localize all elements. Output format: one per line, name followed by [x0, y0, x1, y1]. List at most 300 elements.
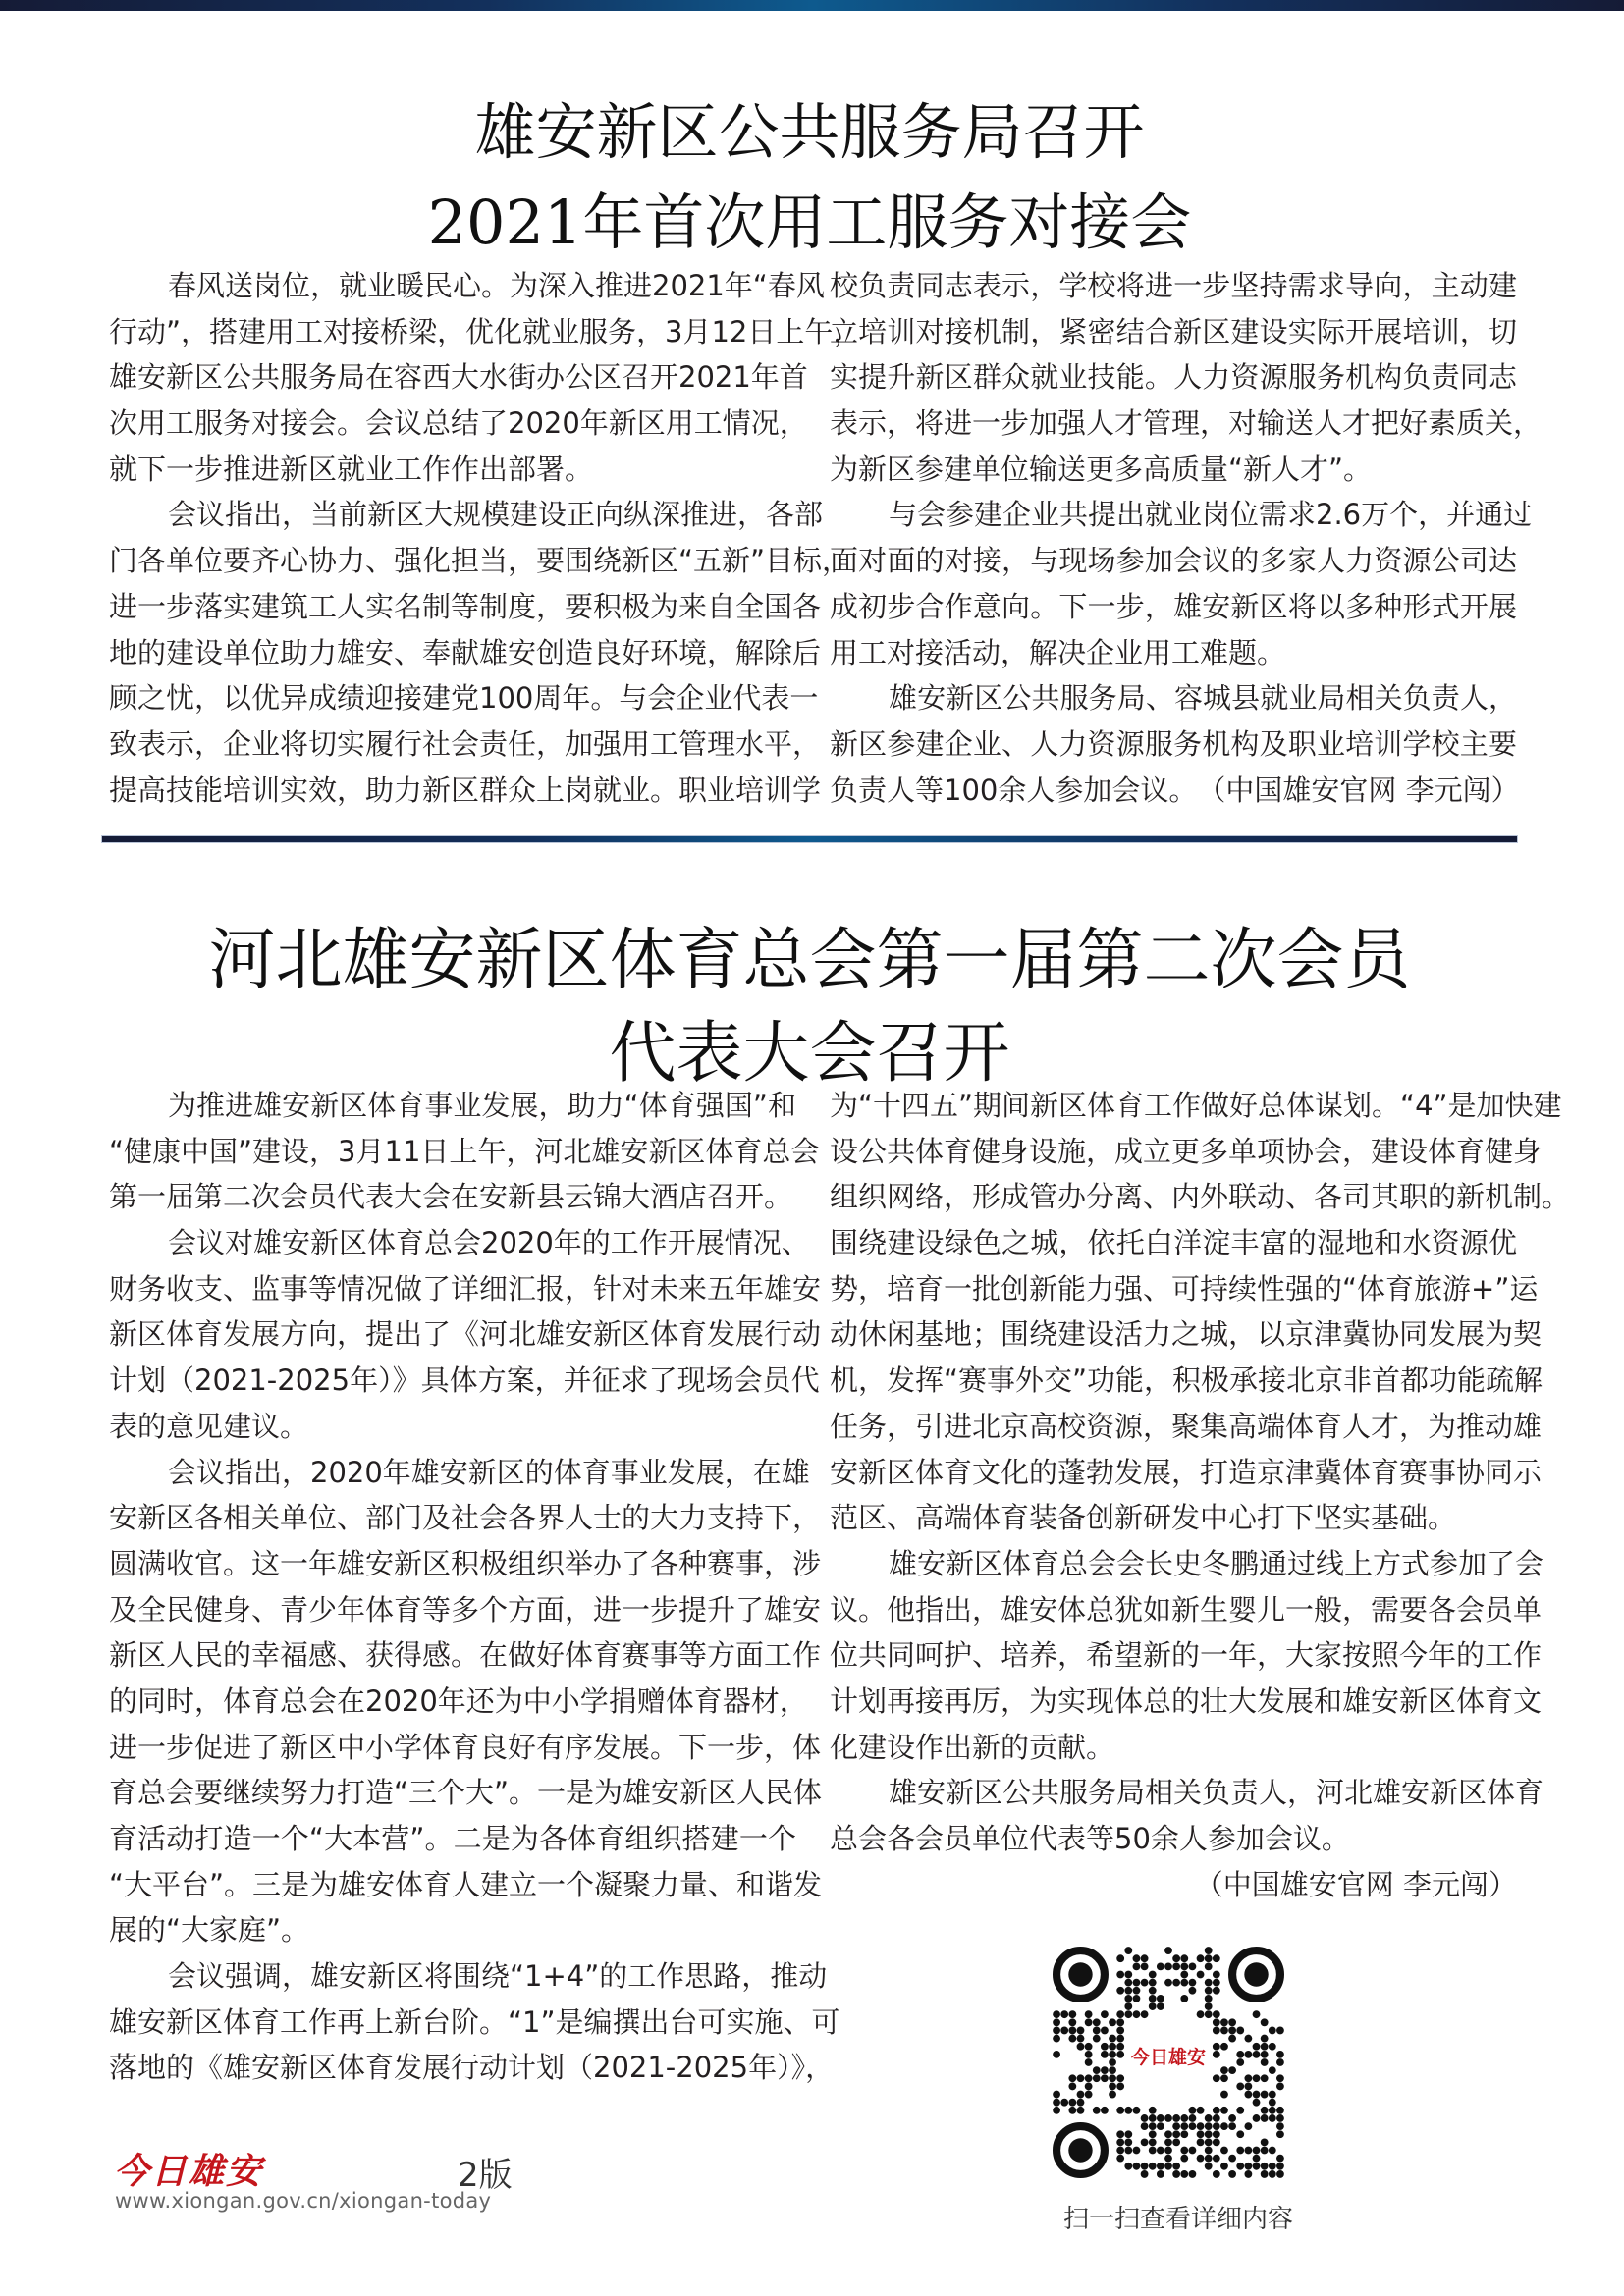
qr-module [1124, 2010, 1132, 2018]
qr-module [1269, 2027, 1276, 2035]
qr-module [1093, 2074, 1101, 2082]
qr-module [1205, 1954, 1213, 1962]
qr-module [1244, 2091, 1252, 2099]
qr-module [1109, 2043, 1116, 2051]
qr-module [1141, 1954, 1149, 1962]
qr-module [1101, 2051, 1109, 2058]
qr-module [1180, 1971, 1188, 1979]
qr-module [1124, 2147, 1132, 2155]
text-line: 为新区参建单位输送更多高质量“新人才”。 [830, 452, 1373, 486]
qr-module [1253, 2155, 1261, 2163]
qr-module [1276, 2170, 1284, 2178]
qr-module [1189, 2122, 1197, 2130]
qr-module [1133, 1987, 1141, 1995]
qr-module [1093, 2107, 1101, 2114]
qr-module [1116, 2130, 1124, 2138]
qr-module [1236, 2130, 1244, 2138]
text-line: 雄安新区体育总会会长史冬鹏通过线上方式参加了会 [889, 1546, 1544, 1580]
qr-module [1149, 2002, 1157, 2010]
qr-module [1053, 2035, 1060, 2043]
qr-module [1164, 2114, 1172, 2122]
qr-module [1116, 1954, 1124, 1962]
qr-module [1269, 2163, 1276, 2170]
text-line: 为“十四五”期间新区体育工作做好总体谋划。“4”是加快建 [830, 1089, 1562, 1122]
qr-module [1124, 1971, 1132, 1979]
qr-module [1141, 2010, 1149, 2018]
qr-module [1085, 2043, 1093, 2051]
qr-module [1180, 2114, 1188, 2122]
text-line: 雄安新区公共服务局、容城县就业局相关负责人， [889, 681, 1517, 716]
qr-module [1236, 2051, 1244, 2058]
qr-module [1253, 2114, 1261, 2122]
qr-code-icon[interactable] [1053, 1947, 1284, 2178]
text-line: 会议指出，当前新区大规模建设正向纵深推进，各部 [168, 498, 824, 532]
qr-module [1276, 2074, 1284, 2082]
qr-module [1164, 2147, 1172, 2155]
qr-module [1213, 2122, 1220, 2130]
article2-title-line1: 河北雄安新区体育总会第一届第二次会员 [208, 921, 1411, 999]
qr-module [1228, 2170, 1236, 2178]
qr-module [1149, 2107, 1157, 2114]
qr-module [1068, 2027, 1076, 2035]
qr-module [1197, 2122, 1205, 2130]
qr-module [1228, 2155, 1236, 2163]
qr-module [1236, 2058, 1244, 2066]
qr-module [1141, 2114, 1149, 2122]
byline: （中国雄安官网 李元闯） [1197, 773, 1520, 807]
qr-module [1124, 1979, 1132, 1987]
qr-module [1236, 2163, 1244, 2170]
qr-module [1269, 2107, 1276, 2114]
text-line: 会议强调，雄安新区将围绕“1+4”的工作思路，推动 [168, 1959, 828, 1994]
qr-module [1068, 2074, 1076, 2082]
text-line: “健康中国”建设，3月11日上午，河北雄安新区体育总会 [109, 1134, 820, 1168]
text-line: 雄安新区公共服务局相关负责人，河北雄安新区体育 [889, 1776, 1544, 1810]
text-line: 次用工服务对接会。会议总结了2020年新区用工情况， [109, 406, 808, 441]
qr-module [1085, 2010, 1093, 2018]
qr-module [1213, 2018, 1220, 2026]
qr-module [1276, 2163, 1284, 2170]
qr-module [1253, 2147, 1261, 2155]
qr-module [1261, 2035, 1269, 2043]
qr-module [1164, 2138, 1172, 2146]
qr-module [1261, 2058, 1269, 2066]
qr-module [1172, 2114, 1180, 2122]
qr-module [1205, 2155, 1213, 2163]
qr-module [1220, 2018, 1228, 2026]
qr-module [1149, 2138, 1157, 2146]
qr-center-logo: 今日雄安 [1130, 2047, 1206, 2068]
text-line: 负责人等100余人参加会议。 [830, 773, 1198, 807]
qr-module [1244, 2035, 1252, 2043]
qr-module [1172, 2122, 1180, 2130]
qr-module [1133, 1954, 1141, 1962]
qr-module [1205, 2147, 1213, 2155]
qr-module [1253, 2010, 1261, 2018]
qr-module [1077, 2107, 1085, 2114]
qr-module [1213, 2130, 1220, 2138]
text-line: 行动”，搭建用工对接桥梁，优化就业服务，3月12日上午， [109, 314, 862, 348]
qr-module [1205, 2138, 1213, 2146]
qr-module [1180, 1979, 1188, 1987]
qr-module [1213, 2027, 1220, 2035]
qr-module [1261, 2018, 1269, 2026]
qr-module [1228, 2027, 1236, 2035]
text-line: 动休闲基地；围绕建设活力之城，以京津冀协同发展为契 [830, 1317, 1543, 1352]
qr-module [1157, 2147, 1164, 2155]
qr-module [1261, 2091, 1269, 2099]
qr-module [1149, 1995, 1157, 2002]
qr-module [1124, 1947, 1132, 1954]
qr-module [1236, 2107, 1244, 2114]
qr-module [1236, 2083, 1244, 2091]
qr-module [1261, 2043, 1269, 2051]
qr-module [1276, 2051, 1284, 2058]
qr-caption: 扫一扫查看详细内容 [1062, 2205, 1293, 2234]
qr-module [1085, 2058, 1093, 2066]
qr-module [1133, 2107, 1141, 2114]
qr-module [1180, 2155, 1188, 2163]
qr-finder-dot [1068, 1962, 1092, 1986]
text-line: 任务，引进北京高校资源，聚集高端体育人才，为推动雄 [830, 1409, 1543, 1443]
qr-module [1060, 2010, 1068, 2018]
qr-module [1124, 2107, 1132, 2114]
qr-module [1101, 2107, 1109, 2114]
qr-module [1253, 2091, 1261, 2099]
qr-module [1116, 2051, 1124, 2058]
qr-module [1180, 2170, 1188, 2178]
qr-module [1244, 2051, 1252, 2058]
qr-module [1149, 1979, 1157, 1987]
qr-module [1101, 2010, 1109, 2018]
edition-number: 2版 [458, 2156, 513, 2195]
qr-module [1060, 2099, 1068, 2107]
qr-module [1189, 1987, 1197, 1995]
qr-module [1164, 1947, 1172, 1954]
qr-module [1068, 2083, 1076, 2091]
qr-module [1133, 2163, 1141, 2170]
qr-module [1164, 1962, 1172, 1970]
qr-module [1068, 2010, 1076, 2018]
article1-title-line1: 雄安新区公共服务局召开 [474, 95, 1145, 168]
text-line: 组织网络，形成管办分离、内外联动、各司其职的新机制。 [830, 1180, 1571, 1214]
qr-module [1269, 2091, 1276, 2099]
text-line: 总会各会员单位代表等50余人参加会议。 [830, 1822, 1350, 1855]
qr-module [1109, 2035, 1116, 2043]
qr-module [1189, 2170, 1197, 2178]
article2-title-line2: 代表大会召开 [609, 1014, 1010, 1093]
qr-module [1133, 1995, 1141, 2002]
qr-module [1068, 2035, 1076, 2043]
qr-module [1220, 2107, 1228, 2114]
qr-module [1269, 2147, 1276, 2155]
qr-module [1205, 2130, 1213, 2138]
qr-module [1164, 1979, 1172, 1987]
qr-module [1189, 2114, 1197, 2122]
text-line: 计划再接再厉，为实现体总的壮大发展和雄安新区体育文 [830, 1683, 1543, 1718]
qr-module [1180, 1962, 1188, 1970]
qr-module [1157, 2122, 1164, 2130]
qr-module [1077, 2035, 1085, 2043]
qr-module [1093, 2066, 1101, 2074]
text-line: 落地的《雄安新区体育发展行动计划（2021-2025年）》， [109, 2051, 835, 2085]
text-line: 财务收支、监事等情况做了详细汇报，针对未来五年雄安 [109, 1271, 822, 1306]
text-line: 顾之忧，以优异成绩迎接建党100周年。与会企业代表一 [109, 681, 819, 716]
qr-module [1116, 2043, 1124, 2051]
qr-module [1189, 1962, 1197, 1970]
qr-module [1149, 2130, 1157, 2138]
text-line: 安新区各相关单位、部门及社会各界人士的大力支持下， [109, 1501, 822, 1535]
qr-module [1172, 2170, 1180, 2178]
article1-left-column [109, 263, 862, 813]
qr-module [1068, 2107, 1076, 2114]
qr-module [1220, 2122, 1228, 2130]
qr-module [1228, 2035, 1236, 2043]
text-line: 面对面的对接，与现场参加会议的多家人力资源公司达 [830, 544, 1517, 578]
qr-module [1109, 2051, 1116, 2058]
qr-module [1085, 2074, 1093, 2082]
qr-module [1197, 1971, 1205, 1979]
qr-module [1244, 2122, 1252, 2130]
qr-module [1220, 2043, 1228, 2051]
qr-module [1133, 2147, 1141, 2155]
qr-module [1149, 2163, 1157, 2170]
qr-module [1205, 1947, 1213, 1954]
qr-module [1220, 2074, 1228, 2082]
text-line: 实提升新区群众就业技能。人力资源服务机构负责同志 [830, 360, 1517, 395]
qr-module [1085, 2018, 1093, 2026]
text-line: 用工对接活动，解决企业用工难题。 [830, 635, 1286, 669]
qr-module [1213, 1971, 1220, 1979]
text-line: 就下一步推进新区就业工作作出部署。 [109, 452, 594, 486]
qr-module [1180, 1995, 1188, 2002]
qr-module [1077, 2074, 1085, 2082]
qr-module [1093, 2027, 1101, 2035]
qr-module [1172, 2138, 1180, 2146]
qr-module [1172, 1962, 1180, 1970]
qr-module [1124, 2138, 1132, 2146]
qr-finder-dot [1244, 1962, 1268, 1986]
qr-module [1180, 1954, 1188, 1962]
qr-module [1213, 2138, 1220, 2146]
text-line: 进一步促进了新区中小学体育良好有序发展。下一步，体 [109, 1730, 822, 1764]
text-line: 门各单位要齐心协力、强化担当，要围绕新区“五新”目标， [109, 544, 851, 578]
qr-module [1244, 2147, 1252, 2155]
qr-module [1116, 2018, 1124, 2026]
qr-module [1101, 2074, 1109, 2082]
qr-module [1276, 2058, 1284, 2066]
qr-module [1157, 2170, 1164, 2178]
website-url[interactable]: www.xiongan.gov.cn/xiongan-today [115, 2189, 492, 2213]
qr-module [1189, 1979, 1197, 1987]
qr-module [1164, 2130, 1172, 2138]
qr-module [1261, 2074, 1269, 2082]
qr-module [1101, 2066, 1109, 2074]
qr-module [1157, 1995, 1164, 2002]
qr-module [1244, 2170, 1252, 2178]
text-line: 春风送岗位，就业暖民心。为深入推进2021年“春风 [168, 269, 825, 302]
qr-module [1197, 2010, 1205, 2018]
qr-module [1261, 2147, 1269, 2155]
qr-module [1124, 1995, 1132, 2002]
qr-module [1116, 2147, 1124, 2155]
qr-module [1276, 2122, 1284, 2130]
qr-module [1109, 2018, 1116, 2026]
text-line: 围绕建设绿色之城，依托白洋淀丰富的湿地和水资源优 [830, 1226, 1517, 1260]
qr-module [1205, 1962, 1213, 1970]
qr-module [1141, 2138, 1149, 2146]
qr-module [1276, 2114, 1284, 2122]
qr-module [1244, 2083, 1252, 2091]
text-line: 雄安新区公共服务局在容西大水街办公区召开2021年首 [109, 360, 808, 395]
text-line: 展的“大家庭”。 [109, 1913, 310, 1948]
text-line: 会议指出，2020年雄安新区的体育事业发展，在雄 [168, 1455, 810, 1489]
qr-module [1205, 1995, 1213, 2002]
qr-module [1213, 2010, 1220, 2018]
qr-module [1164, 2155, 1172, 2163]
qr-module [1133, 2010, 1141, 2018]
qr-module [1228, 2066, 1236, 2074]
text-line: 新区体育发展方向，提出了《河北雄安新区体育发展行动 [109, 1317, 822, 1352]
qr-module [1213, 2155, 1220, 2163]
qr-module [1053, 2010, 1060, 2018]
qr-module [1093, 2035, 1101, 2043]
qr-module [1116, 1987, 1124, 1995]
qr-module [1164, 2163, 1172, 2170]
qr-module [1141, 2170, 1149, 2178]
section-divider [102, 836, 1517, 842]
text-line: 第一届第二次会员代表大会在安新县云锦大酒店召开。 [109, 1180, 793, 1214]
qr-module [1116, 1971, 1124, 1979]
qr-module [1269, 2043, 1276, 2051]
text-line: 为推进雄安新区体育事业发展，助力“体育强国”和 [168, 1089, 796, 1122]
text-line: 及全民健身、青少年体育等多个方面，进一步提升了雄安 [109, 1592, 822, 1627]
qr-module [1220, 2066, 1228, 2074]
text-line: 设公共体育健身设施，成立更多单项协会，建设体育健身 [830, 1134, 1543, 1168]
qr-module [1205, 2114, 1213, 2122]
text-line: 位共同呵护、培养，希望新的一年，大家按照今年的工作 [830, 1638, 1543, 1673]
qr-module [1116, 2107, 1124, 2114]
text-line: 提高技能培训实效，助力新区群众上岗就业。职业培训学 [109, 773, 822, 807]
qr-module [1276, 2155, 1284, 2163]
text-line: 的同时，体育总会在2020年还为中小学捐赠体育器材， [109, 1683, 808, 1718]
qr-module [1068, 2018, 1076, 2026]
qr-module [1133, 1962, 1141, 1970]
qr-module [1077, 2043, 1085, 2051]
qr-module [1141, 1979, 1149, 1987]
qr-module [1236, 2147, 1244, 2155]
text-line: 圆满收官。这一年雄安新区积极组织举办了各种赛事，涉 [109, 1546, 822, 1580]
qr-module [1213, 2074, 1220, 2082]
article1-right-column [830, 263, 1543, 813]
qr-module [1205, 2163, 1213, 2170]
qr-module [1220, 2163, 1228, 2170]
text-line: 表示，将进一步加强人才管理，对输送人才把好素质关， [830, 406, 1543, 441]
qr-module [1172, 2163, 1180, 2170]
text-line: 地的建设单位助力雄安、奉献雄安创造良好环境，解除后 [109, 635, 822, 669]
qr-module [1261, 2051, 1269, 2058]
text-line: 立培训对接机制，紧密结合新区建设实际开展培训，切 [830, 314, 1517, 348]
qr-module [1213, 1979, 1220, 1987]
qr-finder-dot [1068, 2138, 1092, 2162]
qr-module [1157, 2002, 1164, 2010]
qr-module [1157, 2163, 1164, 2170]
text-line: 雄安新区体育工作再上新台阶。“1”是编撰出台可实施、可 [109, 2004, 840, 2039]
qr-module [1253, 2163, 1261, 2170]
qr-module [1141, 2163, 1149, 2170]
qr-module [1116, 2155, 1124, 2163]
qr-module [1269, 2114, 1276, 2122]
qr-module [1180, 2130, 1188, 2138]
qr-module [1180, 2122, 1188, 2130]
text-line: 新区人民的幸福感、获得感。在做好体育赛事等方面工作 [109, 1638, 822, 1673]
qr-module [1220, 2091, 1228, 2099]
text-line [830, 768, 1520, 814]
qr-module [1253, 2099, 1261, 2107]
text-line: 范区、高端体育装备创新研发中心打下坚实基础。 [830, 1501, 1457, 1535]
article2-right-column [830, 1083, 1571, 1907]
qr-module [1077, 2091, 1085, 2099]
qr-module [1149, 2114, 1157, 2122]
article2-left-column [109, 1083, 840, 2091]
qr-module [1141, 2122, 1149, 2130]
qr-module [1213, 2107, 1220, 2114]
qr-module [1068, 2099, 1076, 2107]
qr-module [1116, 2083, 1124, 2091]
qr-module [1205, 2002, 1213, 2010]
qr-module [1053, 2018, 1060, 2026]
qr-module [1269, 2170, 1276, 2178]
text-line: “大平台”。三是为雄安体育人建立一个凝聚力量、和谐发 [109, 1867, 823, 1901]
qr-module [1116, 2138, 1124, 2146]
qr-module [1197, 2155, 1205, 2163]
text-line: 新区参建企业、人力资源服务机构及职业培训学校主要 [830, 726, 1517, 761]
text-line: 化建设作出新的贡献。 [830, 1730, 1115, 1764]
qr-module [1141, 1962, 1149, 1970]
qr-module [1149, 2122, 1157, 2130]
qr-module [1197, 2130, 1205, 2138]
qr-module [1269, 2099, 1276, 2107]
qr-module [1276, 2107, 1284, 2114]
text-line: 与会参建企业共提出就业岗位需求2.6万个，并通过 [889, 498, 1533, 532]
qr-module [1213, 2051, 1220, 2058]
qr-module [1053, 2107, 1060, 2114]
qr-module [1189, 2147, 1197, 2155]
text-line: 安新区体育文化的蓬勃发展，打造京津冀体育赛事协同示 [830, 1455, 1543, 1489]
qr-module [1053, 2051, 1060, 2058]
qr-module [1124, 2163, 1132, 2170]
qr-module [1053, 2099, 1060, 2107]
text-line: 成初步合作意向。下一步，雄安新区将以多种形式开展 [830, 589, 1517, 623]
qr-module [1228, 2114, 1236, 2122]
qr-module [1228, 2018, 1236, 2026]
qr-module [1085, 2051, 1093, 2058]
qr-module [1220, 2027, 1228, 2035]
qr-module [1060, 2027, 1068, 2035]
qr-module [1261, 2114, 1269, 2122]
qr-module [1124, 1987, 1132, 1995]
qr-module [1053, 2027, 1060, 2035]
qr-module [1180, 2147, 1188, 2155]
qr-module [1205, 2010, 1213, 2018]
qr-module [1101, 2027, 1109, 2035]
qr-module [1205, 2122, 1213, 2130]
qr-module [1213, 1954, 1220, 1962]
article1-title-line2: 2021年首次用工服务对接会 [427, 186, 1192, 258]
qr-module [1269, 2066, 1276, 2074]
qr-module [1109, 2083, 1116, 2091]
qr-module [1220, 2147, 1228, 2155]
